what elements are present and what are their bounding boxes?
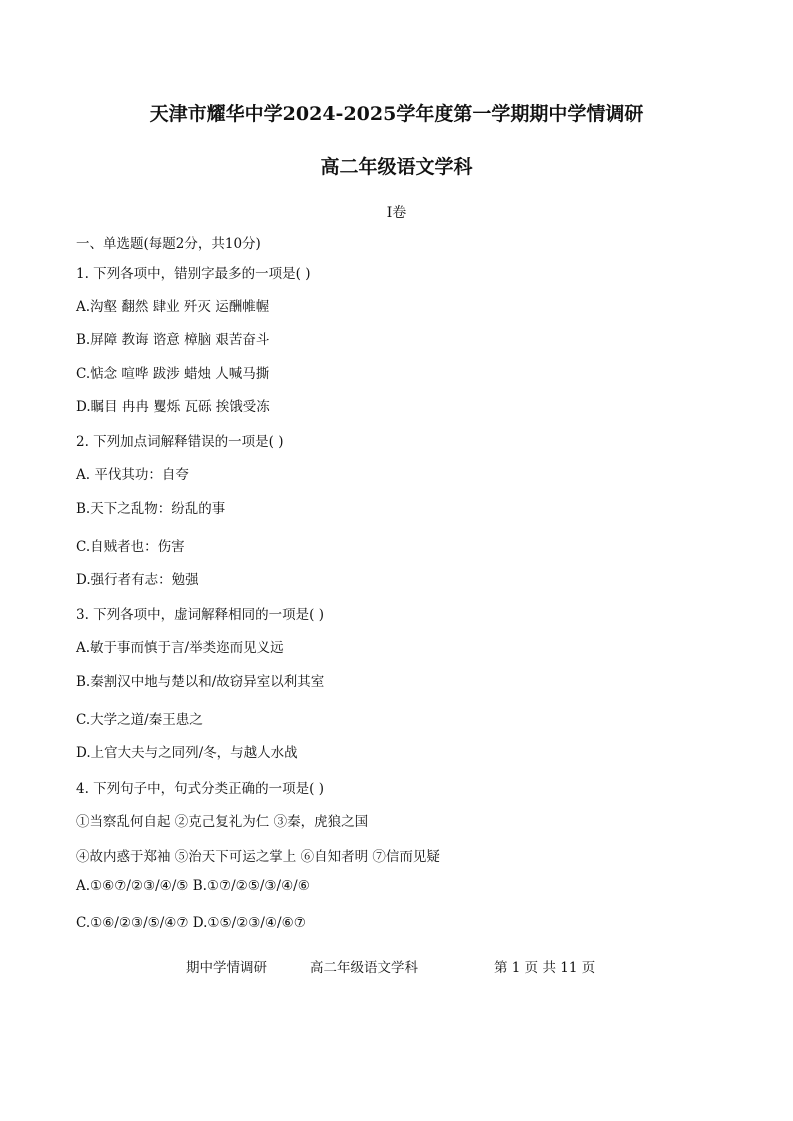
exam-subtitle: 高二年级语文学科 (320, 156, 473, 178)
question-2-option-d: D.强行者有志：勉强 (76, 572, 199, 588)
question-1-option-d: D.瞩目 冉冉 矍烁 瓦砾 挨饿受冻 (76, 399, 270, 415)
question-4-sentences-line-1: ①当察乱何自起 ②克己复礼为仁 ③秦，虎狼之国 (76, 814, 369, 830)
section-heading: 一、单选题(每题2分，共10分) (76, 236, 261, 252)
question-2-option-a: A. 平伐其功：自夸 (76, 467, 189, 483)
question-1-stem: 1. 下列各项中，错别字最多的一项是( ) (76, 266, 311, 282)
question-2-option-b: B.天下之乱物：纷乱的事 (76, 501, 226, 517)
question-1-option-c: C.惦念 喧哗 跋涉 蜡烛 人喊马撕 (76, 366, 270, 382)
question-4-sentences-line-2: ④故内惑于郑袖 ⑤治天下可运之掌上 ⑥自知者明 ⑦信而见疑 (76, 849, 440, 865)
question-3-option-c: C.大学之道/秦王患之 (76, 712, 203, 728)
question-3-option-a: A.敏于事而慎于言/举类迩而见义远 (76, 640, 284, 656)
footer-grade-subject: 高二年级语文学科 (310, 960, 418, 976)
question-2-stem: 2. 下列加点词解释错误的一项是( ) (76, 434, 284, 450)
question-4-options-ab: A.①⑥⑦/②③/④/⑤ B.①⑦/②⑤/③/④/⑥ (76, 878, 310, 894)
question-3-option-d: D.上官大夫与之同列/冬，与越人水战 (76, 745, 298, 761)
question-1-option-b: B.屏障 教诲 谘意 樟脑 艰苦奋斗 (76, 332, 270, 348)
question-3-option-b: B.秦割汉中地与楚以和/故窃异室以利其室 (76, 674, 325, 690)
question-3-stem: 3. 下列各项中，虚词解释相同的一项是( ) (76, 607, 324, 623)
exam-title: 天津市耀华中学2024-2025学年度第一学期期中学情调研 (149, 103, 644, 125)
footer-exam-name: 期中学情调研 (186, 960, 267, 976)
footer-page-number: 第 1 页 共 11 页 (494, 960, 596, 976)
question-2-option-c: C.自贼者也：伤害 (76, 539, 185, 555)
volume-label: Ⅰ卷 (386, 205, 407, 221)
question-4-stem: 4. 下列句子中，句式分类正确的一项是( ) (76, 781, 324, 797)
question-1-option-a: A.沟壑 翻然 肆业 歼灭 运酬帷幄 (76, 299, 270, 315)
question-4-options-cd: C.①⑥/②③/⑤/④⑦ D.①⑤/②③/④/⑥⑦ (76, 915, 306, 931)
